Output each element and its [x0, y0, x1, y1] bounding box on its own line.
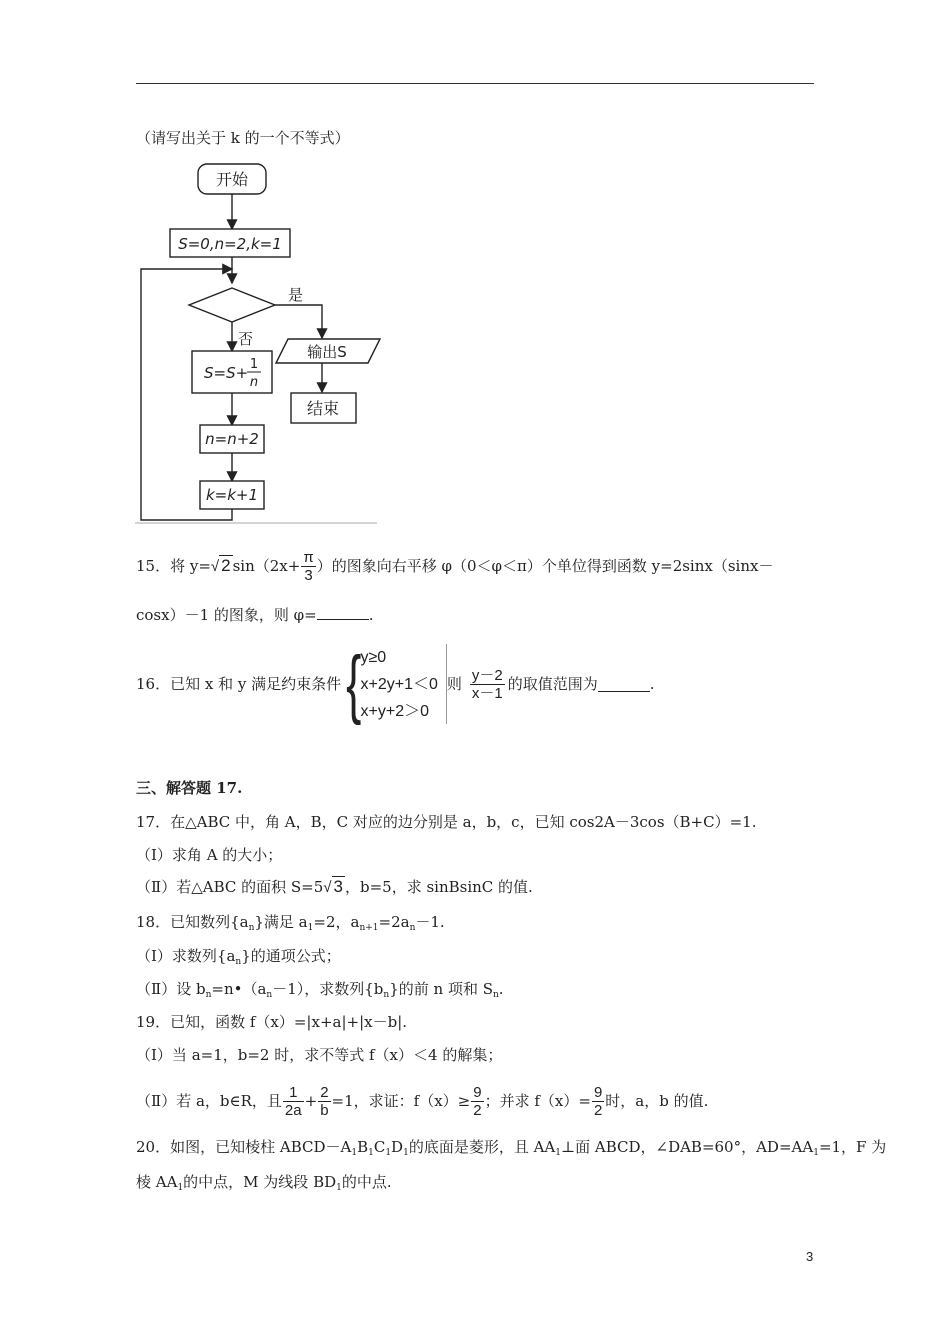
flow-update-s-den: n: [249, 375, 259, 390]
q15-line1: 15．将 y= √ 2 sin（2x+ $\frac{\pi}{3}$ ）的图象向右平移 φ（0＜φ＜π）个单位得到函数 y=2sinx（sinx－: [136, 548, 774, 584]
q17-part1: （Ⅰ）求角 A 的大小；: [136, 846, 283, 864]
flow-init-text: S=0,n=2,k=1: [178, 235, 282, 253]
header-rule: [136, 83, 814, 84]
fraction-1-2a: $\frac{1}{2a}$: [284, 1083, 302, 1119]
q20-line1: 20．如图，已知棱柱 $ABCD-A_1B_1C_1D_1$的底面是菱形，且 $AA_1\perp$面 ABCD，∠DAB=60°，$AD=AA_1=1$，F 为: [136, 1138, 887, 1158]
answer-blank: [598, 677, 650, 692]
section-heading: 三、解答题 17.: [136, 779, 243, 797]
q19-part2: （Ⅱ）若 a，b∈R，且 $\frac{1}{2a}$ + $\frac{2}{b}$ =1，求证：f（x）≥ $\frac{9}{2}$ ；并求 f（x）= $\frac{9}{2}$ 时，a，b 的值.: [136, 1083, 709, 1119]
flow-output-text: 输出S: [307, 343, 347, 361]
sqrt-2: √ 2: [210, 555, 231, 575]
fraction-y2-x1: $\frac{y-2}{x-1}$: [471, 666, 503, 702]
flow-update-s-text: S=S+: [204, 364, 249, 382]
q17-stem: 17．在△ABC 中，角 A，B，C 对应的边分别是 a，b，c，已知 cos2A－3cos（B+C）=1.: [136, 813, 757, 831]
constraint-system: { y≥0 x+2y+1＜0 x+y+2＞0: [341, 644, 447, 725]
q19-stem: 19．已知，函数 f（x）=|x+a|+|x－b|.: [136, 1013, 408, 1031]
constraint-2: x+2y+1＜0: [360, 675, 438, 693]
flow-start-text: 开始: [215, 170, 249, 189]
q15-line2: cosx）－1 的图象，则 φ= .: [136, 606, 374, 624]
flow-update-s-num: 1: [249, 357, 259, 372]
q19-part1: （Ⅰ）当 a=1，b=2 时，求不等式 f（x）＜4 的解集；: [136, 1046, 503, 1064]
flow-end-text: 结束: [306, 399, 340, 418]
page-number: 3: [806, 1249, 814, 1264]
flow-update-n-text: n=n+2: [205, 430, 259, 448]
flowchart: [130, 155, 390, 530]
flow-yes-label: 是: [288, 286, 304, 304]
q18-stem: 18．已知数列$\{a_n\}$满足 $a_1=2$，$a_{n+1}=2a_n-1$.: [136, 913, 445, 933]
header-note: （请写出关于 k 的一个不等式）: [136, 129, 350, 147]
q18-part2: （Ⅱ）设 $b_n=n•(a_n-1)$，求数列$\{b_n\}$的前 n 项和 $S_n$.: [136, 980, 504, 1000]
flow-update-k-text: k=k+1: [205, 486, 259, 504]
answer-blank: [317, 605, 369, 620]
q17-part2: （Ⅱ）若△ABC 的面积 S=5 √ 3 ，b=5，求 sinBsinC 的值.: [136, 876, 533, 896]
fraction-pi-3: $\frac{\pi}{3}$: [303, 548, 314, 584]
flow-no-label: 否: [238, 330, 254, 348]
sqrt-3: √ 3: [323, 876, 343, 896]
q16-line: 16．已知 x 和 y 满足约束条件 { y≥0 x+2y+1＜0 x+y+2＞0 则 $\frac{y-2}{x-1}$ 的取值范围为 .: [136, 641, 655, 726]
flow-decision: [189, 288, 275, 322]
fraction-9-2: $\frac{9}{2}$: [593, 1083, 603, 1119]
constraint-3: x+y+2＞0: [360, 702, 429, 720]
constraint-1: y≥0: [360, 648, 387, 666]
q20-line2: 棱 $AA_1$的中点，M 为线段 $BD_1$的中点.: [136, 1173, 392, 1193]
q18-part1: （Ⅰ）求数列$\{a_n\}$的通项公式；: [136, 947, 341, 967]
fraction-2-b: $\frac{2}{b}$: [320, 1083, 329, 1119]
fraction-9-2: $\frac{9}{2}$: [473, 1083, 482, 1119]
